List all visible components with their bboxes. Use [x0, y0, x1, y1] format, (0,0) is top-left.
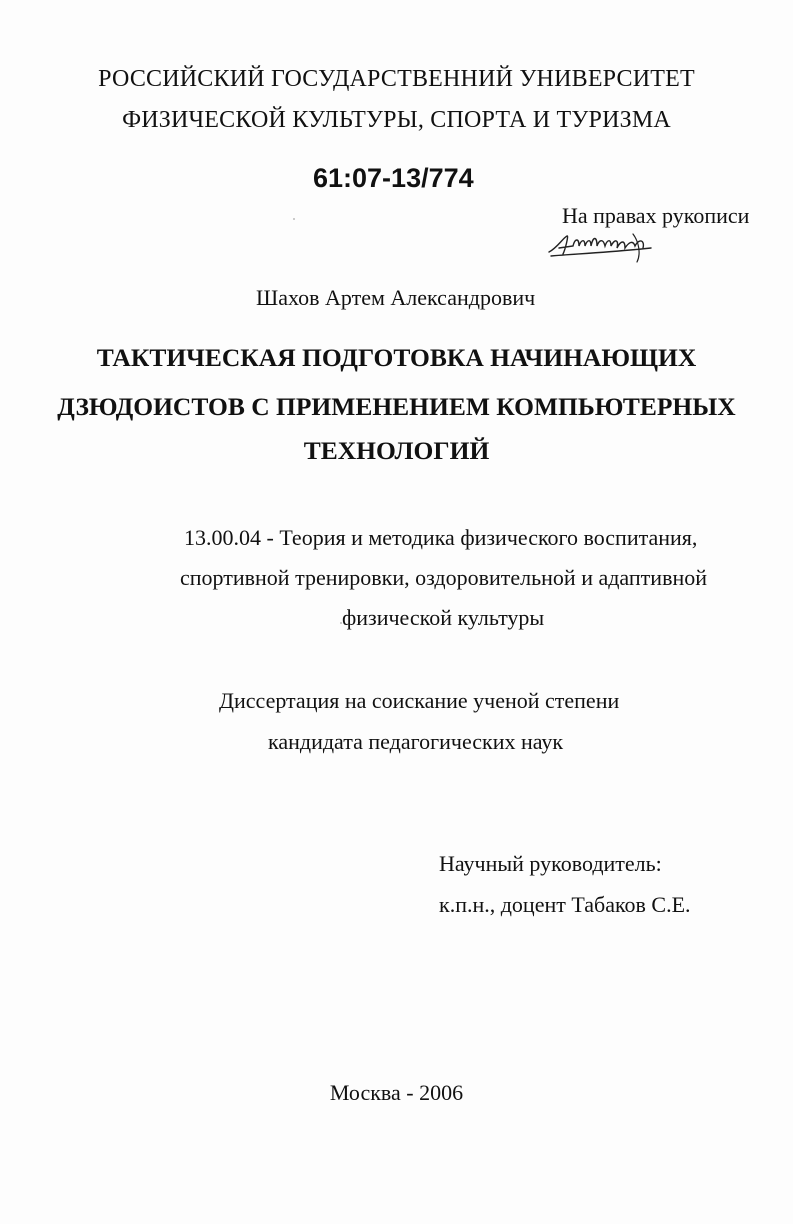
- degree-line-1: Диссертация на соискание ученой степени: [219, 688, 620, 713]
- scan-speck: [293, 218, 295, 220]
- catalog-code: 61:07-13/774: [313, 163, 474, 193]
- author-name: Шахов Артем Александрович: [256, 285, 536, 310]
- thesis-title-line-2: ДЗЮДОИСТОВ С ПРИМЕНЕНИЕМ КОМПЬЮТЕРНЫХ: [57, 392, 736, 421]
- signature-icon: [545, 228, 655, 264]
- specialty-line-3: физической культуры: [342, 605, 545, 630]
- specialty-line-2: спортивной тренировки, оздоровительной и адаптивной: [180, 565, 708, 590]
- city-year: Москва - 2006: [329, 1080, 464, 1105]
- advisor-name: к.п.н., доцент Табаков С.Е.: [439, 892, 691, 917]
- manuscript-rights-note: На правах рукописи: [562, 203, 750, 228]
- scan-speck: [340, 622, 342, 624]
- university-name-line-2: ФИЗИЧЕСКОЙ КУЛЬТУРЫ, СПОРТА И ТУРИЗМА: [122, 107, 671, 133]
- university-name-line-1: РОССИЙСКИЙ ГОСУДАРСТВЕННИЙ УНИВЕРСИТЕТ: [98, 66, 695, 92]
- degree-line-2: кандидата педагогических наук: [268, 729, 564, 754]
- advisor-label: Научный руководитель:: [439, 851, 662, 876]
- specialty-line-1: 13.00.04 - Теория и методика физического воспитания,: [184, 525, 698, 550]
- thesis-title-line-1: ТАКТИЧЕСКАЯ ПОДГОТОВКА НАЧИНАЮЩИХ: [96, 343, 697, 372]
- thesis-title-line-3: ТЕХНОЛОГИЙ: [303, 436, 490, 465]
